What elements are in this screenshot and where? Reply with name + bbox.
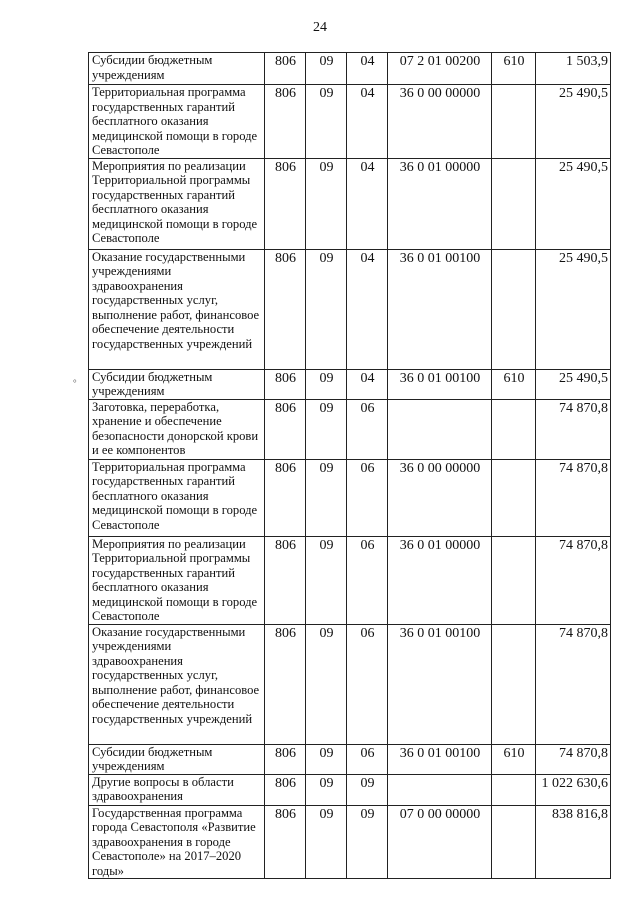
subsection-code: 04 [347,158,388,249]
subsection-code: 04 [347,369,388,399]
amount: 74 870,8 [536,624,611,744]
subsection-code: 04 [347,53,388,85]
ministry-code: 806 [265,53,306,85]
amount: 838 816,8 [536,805,611,879]
table-row [89,399,611,459]
section-code: 09 [306,774,347,805]
expense-type [492,536,536,624]
target-article: 36 0 01 00100 [388,744,492,774]
amount: 74 870,8 [536,399,611,459]
budget-table [88,52,611,879]
section-code: 09 [306,85,347,159]
section-code: 09 [306,744,347,774]
target-article: 36 0 01 00100 [388,369,492,399]
expense-type [492,158,536,249]
ministry-code: 806 [265,536,306,624]
row-name: Субсидии бюджетным учреждениям [89,53,265,85]
row-name: Мероприятия по реализации Территориальной программы государственных гарантий бесплатного оказания медицинской помощи в городе Севастополе [89,158,265,249]
target-article: 36 0 01 00000 [388,158,492,249]
ministry-code: 806 [265,774,306,805]
expense-type [492,624,536,744]
section-code: 09 [306,805,347,879]
subsection-code: 06 [347,459,388,536]
target-article: 07 0 00 00000 [388,805,492,879]
row-name: Субсидии бюджетным учреждениям [89,744,265,774]
section-code: 09 [306,369,347,399]
table-row [89,459,611,536]
ministry-code: 806 [265,369,306,399]
ministry-code: 806 [265,249,306,369]
section-code: 09 [306,158,347,249]
ministry-code: 806 [265,459,306,536]
target-article [388,774,492,805]
budget-table-body [89,53,611,879]
target-article [388,399,492,459]
amount: 1 503,9 [536,53,611,85]
amount: 1 022 630,6 [536,774,611,805]
ministry-code: 806 [265,158,306,249]
subsection-code: 06 [347,399,388,459]
section-code: 09 [306,459,347,536]
table-row [89,158,611,249]
table-row [89,536,611,624]
row-name: Мероприятия по реализации Территориальной программы государственных гарантий бесплатного оказания медицинской помощи в городе Севастополе [89,536,265,624]
amount: 25 490,5 [536,249,611,369]
table-row [89,774,611,805]
target-article: 36 0 01 00000 [388,536,492,624]
subsection-code: 04 [347,249,388,369]
subsection-code: 06 [347,536,388,624]
section-code: 09 [306,624,347,744]
row-name: Другие вопросы в области здравоохранения [89,774,265,805]
ministry-code: 806 [265,399,306,459]
expense-type [492,399,536,459]
table-row [89,85,611,159]
row-name: Территориальная программа государственных гарантий бесплатного оказания медицинской помощи в городе Севастополе [89,85,265,159]
expense-type [492,249,536,369]
row-name: Государственная программа города Севастополя «Развитие здравоохранения в городе Севастополе» на 2017–2020 годы» [89,805,265,879]
target-article: 07 2 01 00200 [388,53,492,85]
expense-type: 610 [492,744,536,774]
amount: 74 870,8 [536,459,611,536]
ministry-code: 806 [265,744,306,774]
ministry-code: 806 [265,85,306,159]
ministry-code: 806 [265,624,306,744]
subsection-code: 04 [347,85,388,159]
table-row [89,744,611,774]
target-article: 36 0 01 00100 [388,624,492,744]
expense-type: 610 [492,369,536,399]
section-code: 09 [306,536,347,624]
amount: 25 490,5 [536,85,611,159]
row-name: Заготовка, переработка, хранение и обеспечение безопасности донорской крови и ее компонентов [89,399,265,459]
subsection-code: 06 [347,624,388,744]
amount: 74 870,8 [536,536,611,624]
section-code: 09 [306,249,347,369]
ministry-code: 806 [265,805,306,879]
expense-type [492,85,536,159]
table-row [89,624,611,744]
row-name: Оказание государственными учреждениями здравоохранения государственных услуг, выполнение работ, финансовое обеспечение деятельности государственных учреждений [89,249,265,369]
amount: 25 490,5 [536,369,611,399]
expense-type: 610 [492,53,536,85]
page-number: 24 [313,20,327,35]
table-row [89,53,611,85]
target-article: 36 0 00 00000 [388,459,492,536]
row-name: Территориальная программа государственных гарантий бесплатного оказания медицинской помощи в городе Севастополе [89,459,265,536]
expense-type [492,774,536,805]
table-row [89,369,611,399]
section-code: 09 [306,399,347,459]
expense-type [492,805,536,879]
subsection-code: 09 [347,774,388,805]
table-row [89,805,611,879]
row-name: Оказание государственными учреждениями здравоохранения государственных услуг, выполнение работ, финансовое обеспечение деятельности государственных учреждений [89,624,265,744]
target-article: 36 0 00 00000 [388,85,492,159]
subsection-code: 09 [347,805,388,879]
stray-mark: ° [73,378,77,388]
expense-type [492,459,536,536]
amount: 25 490,5 [536,158,611,249]
section-code: 09 [306,53,347,85]
table-row [89,249,611,369]
amount: 74 870,8 [536,744,611,774]
row-name: Субсидии бюджетным учреждениям [89,369,265,399]
subsection-code: 06 [347,744,388,774]
target-article: 36 0 01 00100 [388,249,492,369]
